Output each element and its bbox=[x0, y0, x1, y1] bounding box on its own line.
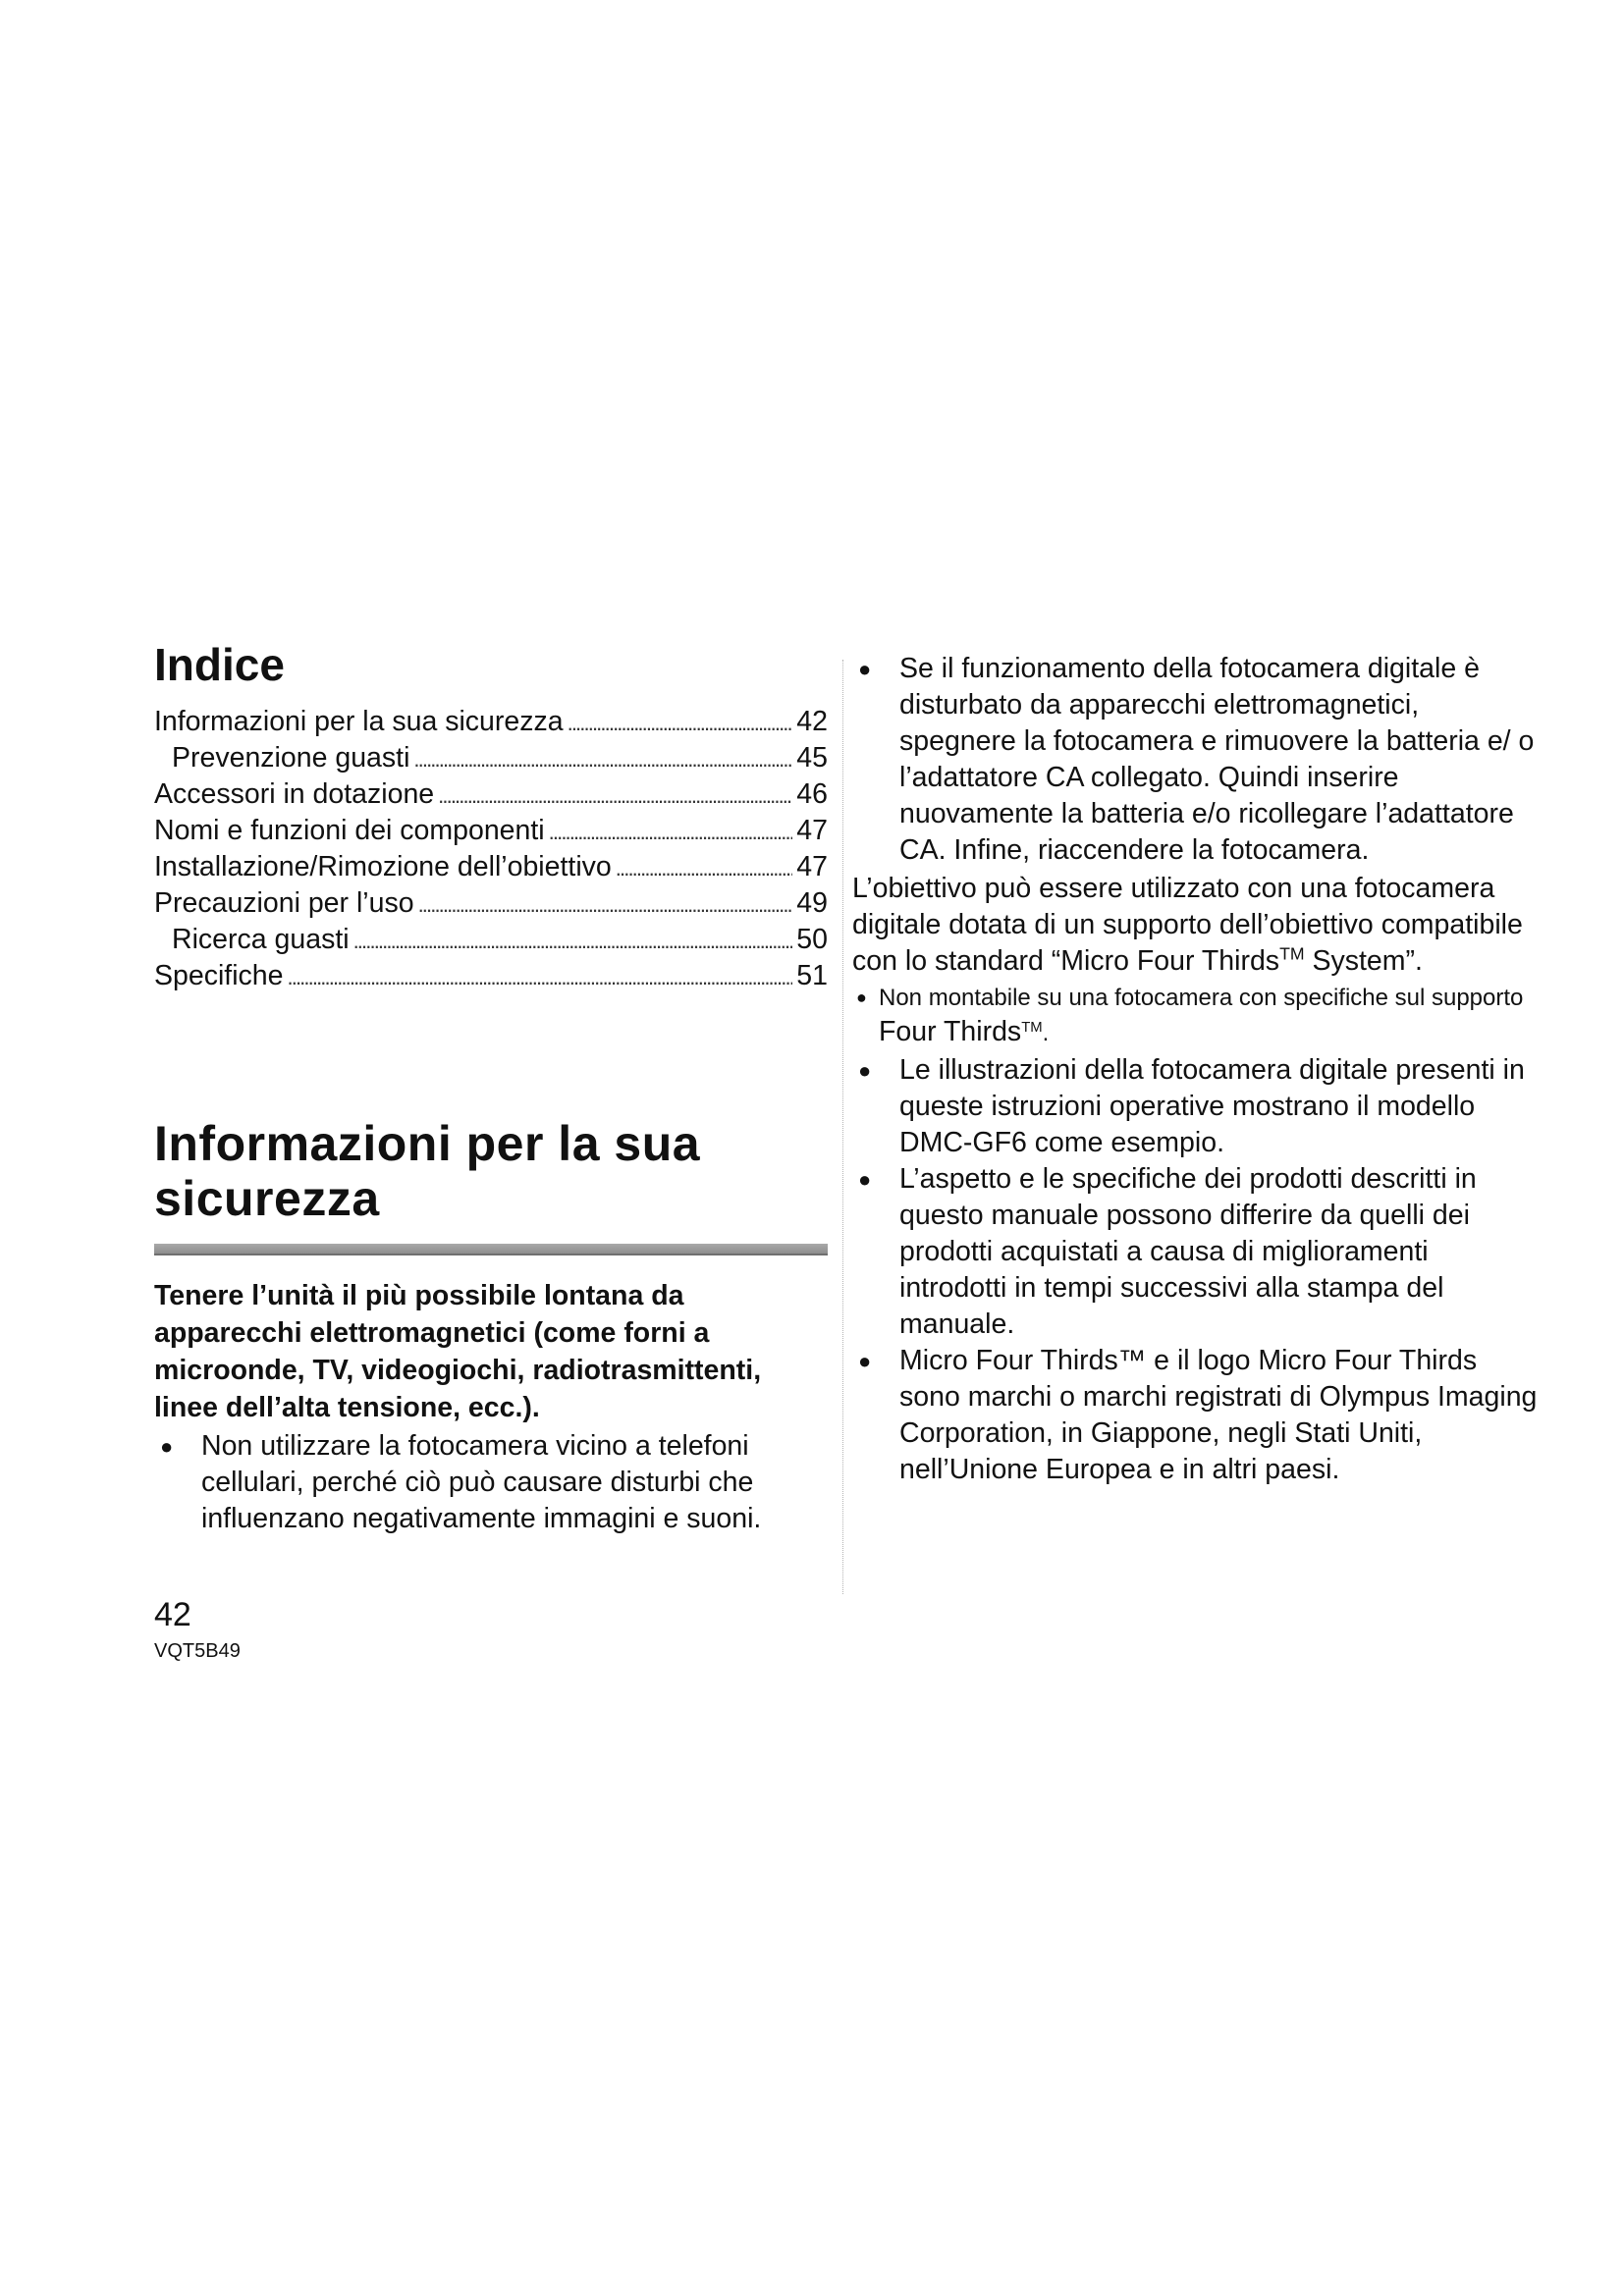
section-title bbox=[154, 1116, 828, 1226]
toc-label: Precauzioni per l’uso bbox=[154, 886, 414, 919]
toc-row[interactable] bbox=[154, 958, 828, 994]
toc-leader bbox=[568, 704, 793, 741]
bullet-text: Micro Four Thirds™ e il logo Micro Four Thirds sono marchi o marchi registrati di Olympus Imaging Corporation, in Giappone, negli Stati Uniti, nell’Unione Europea e in altri paesi. bbox=[899, 1345, 1538, 1485]
safety-warning: Tenere l’unità il più possibile lontana da apparecchi elettromagnetici (come forni a microonde, TV, videogiochi, radiotrasmittenti, linee dell’alta tensione, ecc.). bbox=[154, 1279, 762, 1423]
toc-label: Nomi e funzioni dei componenti bbox=[154, 814, 545, 846]
trademark-mark: TM bbox=[1279, 943, 1305, 964]
toc-page: 49 bbox=[796, 886, 828, 919]
toc-row[interactable] bbox=[154, 776, 828, 813]
left-column bbox=[154, 640, 828, 1537]
toc-row[interactable] bbox=[154, 740, 828, 776]
toc-leader bbox=[616, 849, 793, 886]
toc-leader bbox=[288, 958, 793, 995]
toc-page: 47 bbox=[796, 850, 828, 882]
toc-leader bbox=[549, 813, 793, 850]
lens-compatibility-paragraph bbox=[852, 871, 1540, 980]
toc-label: Informazioni per la sua sicurezza bbox=[154, 705, 564, 737]
column-divider bbox=[842, 660, 843, 1594]
toc-label: Prevenzione guasti bbox=[172, 741, 410, 774]
bullet-item bbox=[154, 1428, 828, 1537]
bullet-item bbox=[852, 1161, 1540, 1343]
toc-page: 47 bbox=[796, 814, 828, 846]
toc-title: Indice bbox=[154, 639, 285, 690]
section-title-line1: Informazioni per la sua bbox=[154, 1115, 701, 1171]
page-number: 42 bbox=[154, 1596, 191, 1633]
toc-leader bbox=[438, 776, 792, 814]
bullet-icon: ● bbox=[858, 657, 872, 681]
toc-label: Ricerca guasti bbox=[172, 923, 350, 955]
toc-row[interactable] bbox=[154, 704, 828, 740]
toc-leader bbox=[413, 740, 792, 777]
bullet-icon: ● bbox=[160, 1433, 174, 1459]
right-column bbox=[852, 651, 1540, 1488]
toc-leader bbox=[353, 922, 793, 959]
toc-label: Accessori in dotazione bbox=[154, 777, 435, 810]
bullet-text: Non utilizzare la fotocamera vicino a telefoni cellulari, perché ciò può causare disturbi che influenzano negativamente immagini e suoni. bbox=[201, 1429, 762, 1534]
bullet-icon: ● bbox=[856, 988, 867, 1007]
four-thirds-text: Four Thirds bbox=[879, 1016, 1022, 1047]
trademark-mark: TM bbox=[1021, 1020, 1043, 1036]
toc-list bbox=[154, 704, 828, 994]
bullet-text: Se il funzionamento della fotocamera digitale è disturbato da apparecchi elettromagnetici, spegnere la fotocamera e rimuovere la batteria e/ o l’adattatore CA collegato. Quindi inserire nuovamente la batteria e/o ricollegare l’adattatore CA. Infine, riaccendere la fotocamera. bbox=[899, 653, 1535, 866]
toc-leader bbox=[418, 885, 793, 923]
toc-row[interactable] bbox=[154, 922, 828, 958]
toc-row[interactable] bbox=[154, 849, 828, 885]
bullet-item bbox=[852, 1343, 1540, 1488]
paragraph-text: System”. bbox=[1304, 945, 1423, 977]
paragraph-text: L’obiettivo può essere utilizzato con una fotocamera digitale dotata di un supporto dell’obiettivo compatibile con lo standard “Micro Four Thirds bbox=[852, 873, 1523, 977]
bullet-icon: ● bbox=[858, 1349, 872, 1373]
document-code: VQT5B49 bbox=[154, 1640, 241, 1662]
bullet-text: Non montabile su una fotocamera con specifiche sul supporto bbox=[879, 985, 1524, 1011]
title-rule bbox=[154, 1244, 828, 1255]
bullet-item bbox=[852, 651, 1540, 869]
bullet-text: Le illustrazioni della fotocamera digitale presenti in queste istruzioni operative mostrano il modello DMC-GF6 come esempio. bbox=[899, 1054, 1525, 1158]
small-bullet-item bbox=[852, 981, 1540, 1050]
toc-page: 51 bbox=[796, 959, 828, 991]
toc-page: 50 bbox=[796, 923, 828, 955]
bullet-icon: ● bbox=[858, 1058, 872, 1083]
toc-page: 42 bbox=[796, 705, 828, 737]
toc-page: 45 bbox=[796, 741, 828, 774]
bullet-text: L’aspetto e le specifiche dei prodotti descritti in questo manuale possono differire da quelli dei prodotti acquistati a causa di miglioramenti introdotti in tempi successivi alla stampa del manuale. bbox=[899, 1163, 1477, 1340]
bullet-text: . bbox=[1042, 1020, 1050, 1046]
toc-row[interactable] bbox=[154, 813, 828, 849]
toc-label: Installazione/Rimozione dell’obiettivo bbox=[154, 850, 612, 882]
bullet-item bbox=[852, 1052, 1540, 1161]
toc-label: Specifiche bbox=[154, 959, 284, 991]
toc-page: 46 bbox=[796, 777, 828, 810]
section-title-line2: sicurezza bbox=[154, 1170, 380, 1226]
bullet-icon: ● bbox=[858, 1167, 872, 1192]
toc-row[interactable] bbox=[154, 885, 828, 922]
